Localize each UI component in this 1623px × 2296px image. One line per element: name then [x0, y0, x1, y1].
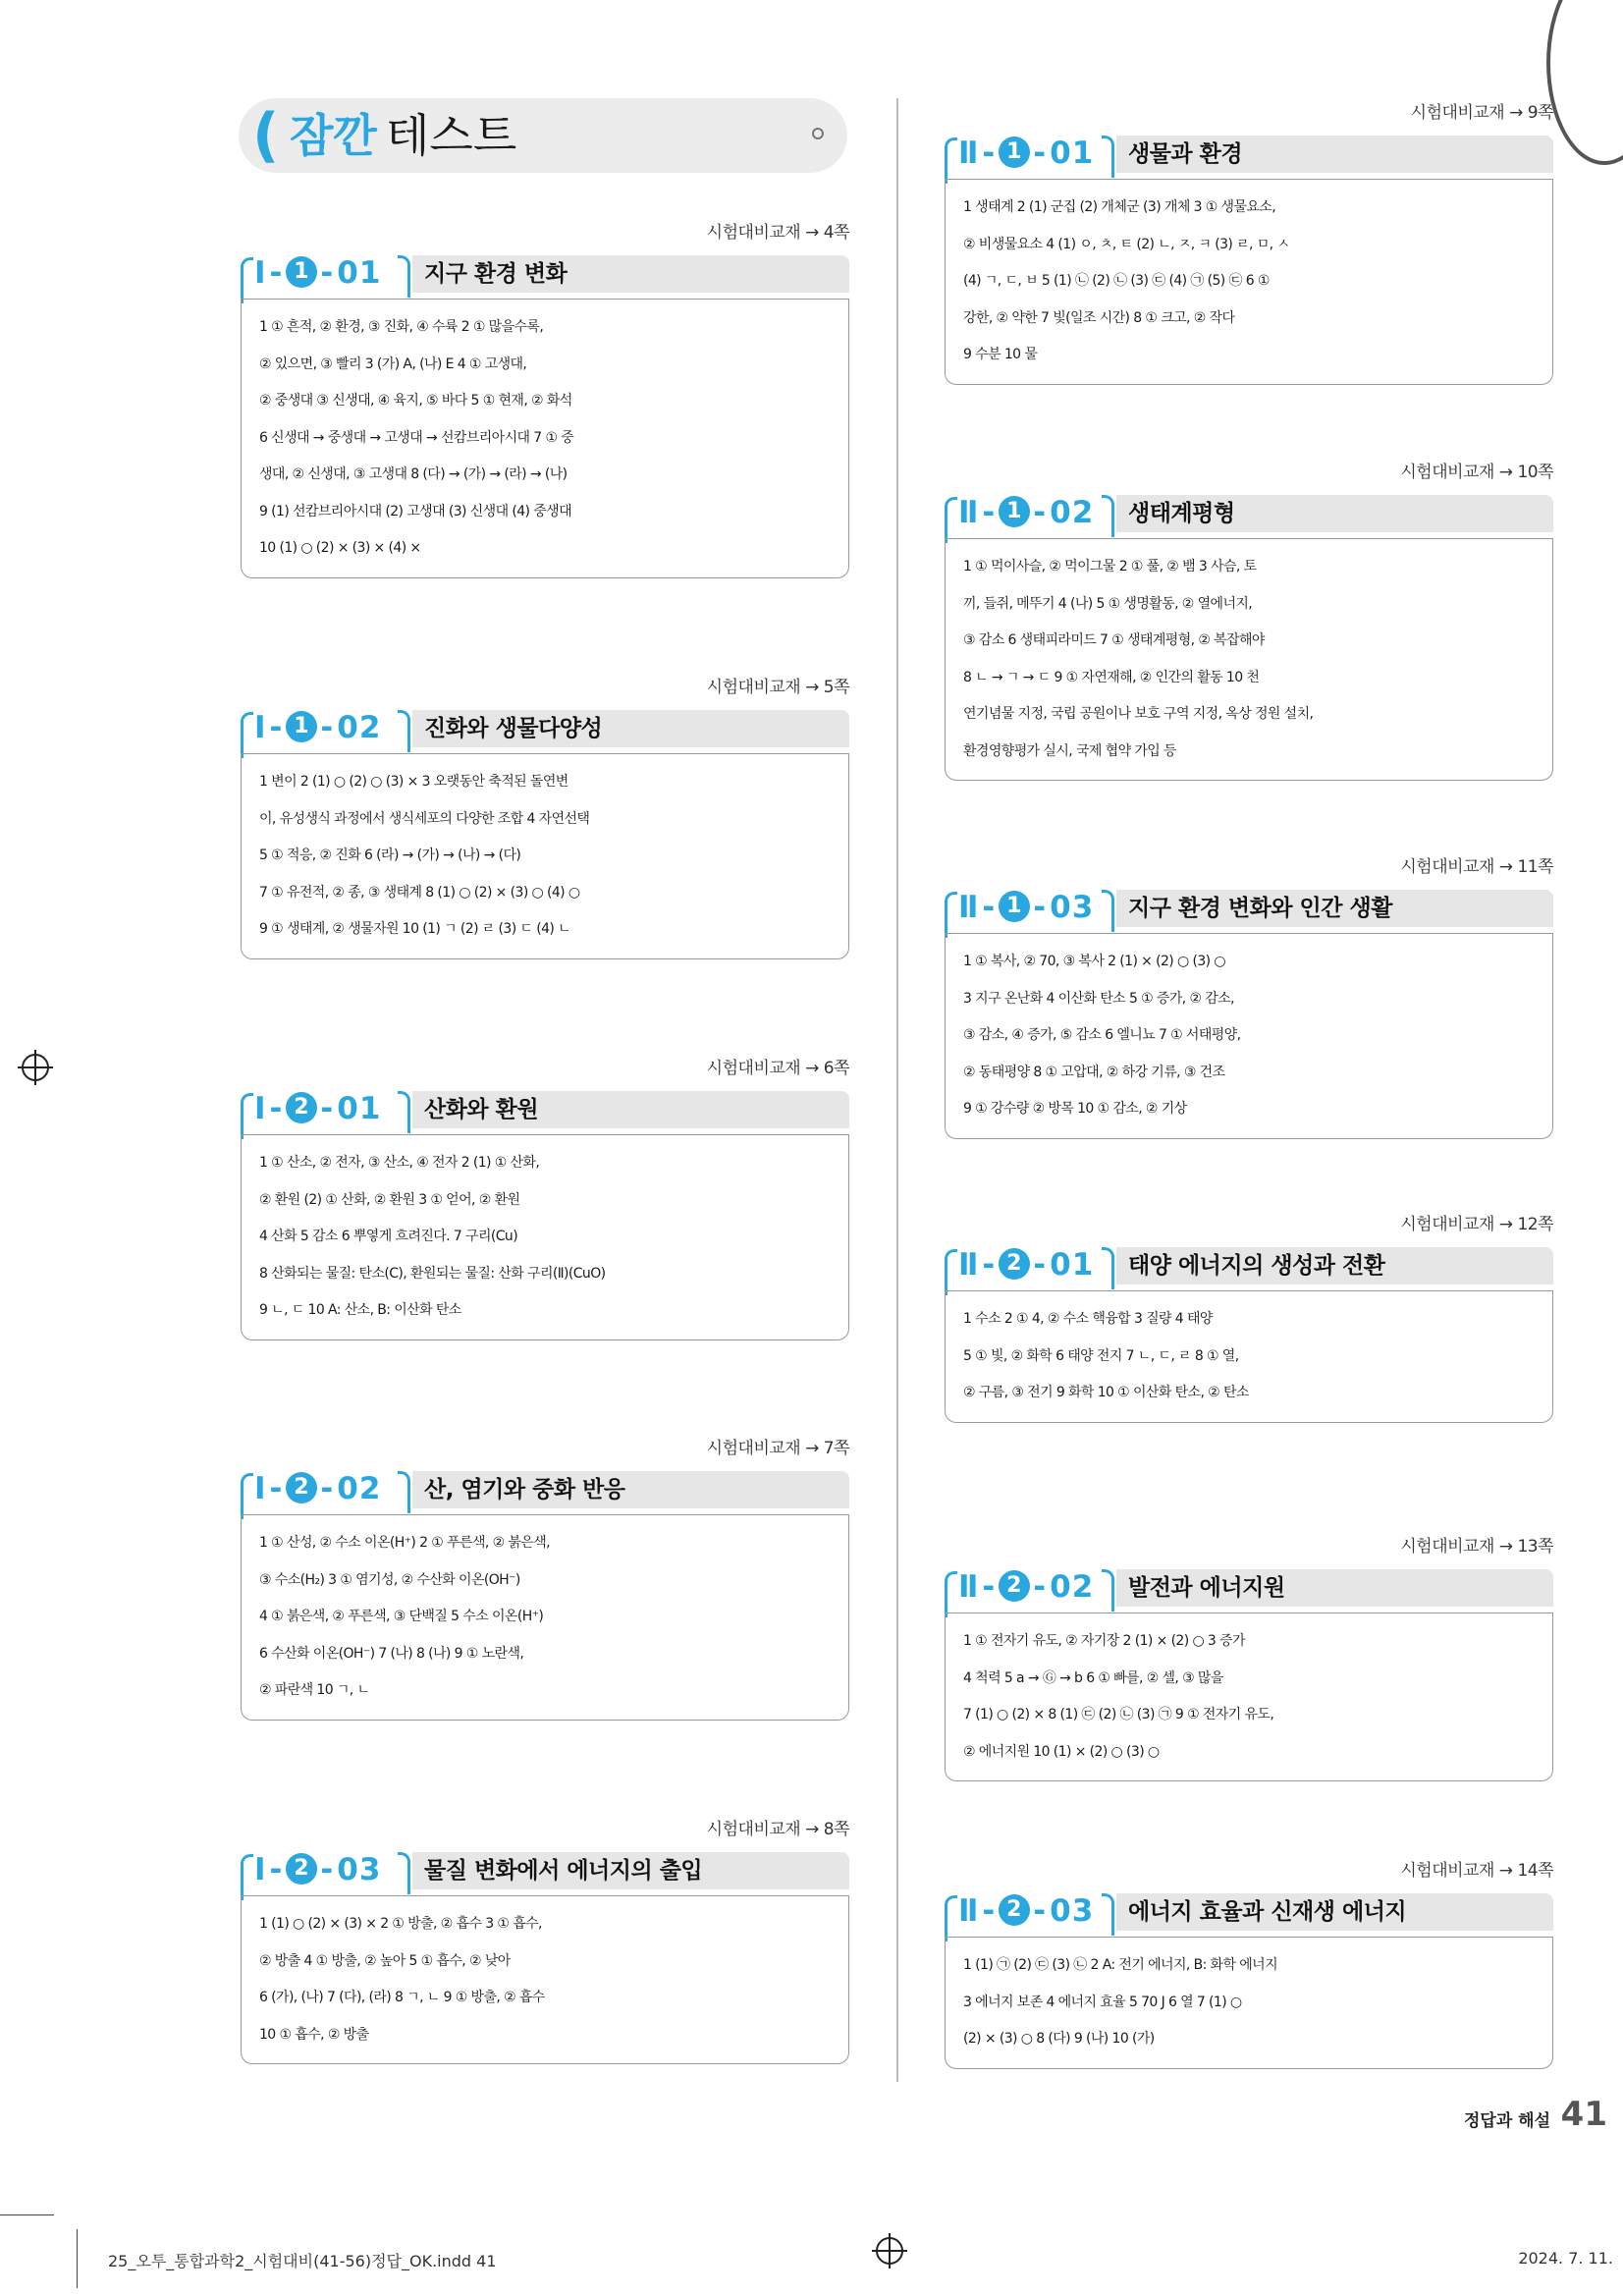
column-divider	[896, 98, 898, 2082]
section-number-badge: 2	[999, 1248, 1030, 1280]
answer-box	[241, 299, 849, 578]
dash: -	[1033, 136, 1048, 171]
dash: -	[320, 255, 335, 291]
dash: -	[982, 495, 997, 530]
section-title: 지구 환경 변화와 인간 생활	[1128, 896, 1392, 921]
reference-page: 시험대비교재 → 5쪽	[706, 678, 849, 697]
section-title: 물질 변화에서 에너지의 출입	[424, 1858, 703, 1884]
section-title-bar	[1116, 1247, 1553, 1285]
bracket-right-icon	[398, 1852, 410, 1894]
section-title: 진화와 생물다양성	[424, 716, 603, 741]
dash: -	[269, 1852, 284, 1887]
answer-box	[241, 1514, 849, 1721]
section-header	[241, 1846, 849, 1895]
answer-line: ② 있으면, ③ 빨리 3 (가) A, (나) E 4 ① 고생대,	[259, 355, 527, 372]
answer-box	[241, 753, 849, 959]
section-number-badge: 2	[286, 1853, 317, 1885]
section-sub: 03	[337, 1852, 382, 1887]
answer-line: (2) × (3) ○ 8 (다) 9 (나) 10 (가)	[963, 2031, 1155, 2047]
registration-mark-icon	[22, 1054, 49, 1081]
answer-line: 1 ① 먹이사슬, ② 먹이그물 2 ① 풀, ② 뱀 3 사슴, 토	[963, 559, 1257, 574]
answer-box	[241, 1895, 849, 2064]
section-title-bar	[412, 255, 849, 293]
section-roman: Ⅰ	[254, 1852, 267, 1887]
answer-line: 1 (1) ㉠ (2) ㉢ (3) ㉡ 2 A: 전기 에너지, B: 화학 에너지	[963, 1957, 1278, 1973]
reference-page: 시험대비교재 → 8쪽	[706, 1820, 849, 1839]
bracket-left-icon	[241, 1473, 253, 1519]
section-roman: Ⅱ	[958, 890, 980, 925]
answer-line: ② 비생물요소 4 (1) ㅇ, ㅊ, ㅌ (2) ㄴ, ㅈ, ㅋ (3) ㄹ, ㅁ, ㅅ	[963, 236, 1290, 252]
bracket-right-icon	[1102, 890, 1114, 932]
section-header	[241, 1085, 849, 1134]
answer-line: 강한, ② 약한 7 빛(일조 시간) 8 ① 크고, ② 작다	[963, 309, 1235, 326]
dash: -	[269, 255, 284, 291]
section-header	[945, 884, 1553, 933]
answer-line: ② 환원 (2) ① 산화, ② 환원 3 ① 얻어, ② 환원	[259, 1191, 520, 1208]
answer-line: 1 ① 산성, ② 수소 이온(H⁺) 2 ① 푸른색, ② 붉은색,	[259, 1535, 550, 1551]
dash: -	[1033, 1569, 1048, 1605]
section-sub: 01	[1050, 1247, 1095, 1283]
section-number-badge: 1	[286, 256, 317, 288]
section-title: 산화와 환원	[424, 1097, 539, 1122]
answer-line: 1 변이 2 (1) ○ (2) ○ (3) × 3 오랫동안 축적된 돌연변	[259, 774, 568, 790]
section-sub: 02	[337, 1471, 382, 1506]
dash: -	[269, 710, 284, 745]
section-title: 생물과 환경	[1128, 141, 1243, 167]
answer-line: ③ 감소, ④ 증가, ⑤ 감소 6 엘니뇨 7 ① 서태평양,	[963, 1027, 1241, 1043]
section-code	[254, 1846, 381, 1895]
section-roman: Ⅰ	[254, 710, 267, 745]
section-number-badge: 2	[286, 1472, 317, 1503]
answer-line: 9 ① 강수량 ② 방목 10 ① 감소, ② 기상	[963, 1101, 1187, 1117]
section-title: 태양 에너지의 생성과 전환	[1128, 1253, 1385, 1279]
reference-page: 시험대비교재 → 9쪽	[1410, 103, 1553, 123]
section-roman: Ⅰ	[254, 255, 267, 291]
dash: -	[1033, 1247, 1048, 1283]
section-number-badge: 1	[999, 891, 1030, 922]
bracket-right-icon	[1102, 1893, 1114, 1936]
section-code	[254, 704, 381, 753]
answer-line: 1 생태계 2 (1) 군집 (2) 개체군 (3) 개체 3 ① 생물요소,	[963, 199, 1276, 215]
section-code	[254, 1465, 381, 1514]
bracket-left-icon	[241, 1854, 253, 1900]
section-title-bar	[412, 1852, 849, 1889]
answer-line: 1 ① 산소, ② 전자, ③ 산소, ④ 전자 2 (1) ① 산화,	[259, 1155, 540, 1171]
footer-date: 2024. 7. 11.	[1518, 2249, 1613, 2268]
title-part2: 테스트	[386, 109, 517, 162]
answer-line: ② 파란색 10 ㄱ, ㄴ	[259, 1682, 370, 1698]
bracket-left-icon	[945, 892, 957, 938]
reference-page: 시험대비교재 → 4쪽	[706, 223, 849, 243]
answer-box	[945, 1613, 1553, 1781]
reference-page: 시험대비교재 → 6쪽	[706, 1059, 849, 1078]
answer-line: 10 (1) ○ (2) × (3) × (4) ×	[259, 540, 421, 556]
reference-page: 시험대비교재 → 13쪽	[1400, 1537, 1553, 1557]
dash: -	[982, 1247, 997, 1283]
section-roman: Ⅰ	[254, 1471, 267, 1506]
section-sub: 02	[1050, 495, 1095, 530]
reference-page: 시험대비교재 → 12쪽	[1400, 1215, 1553, 1234]
section-title-bar	[412, 1471, 849, 1508]
title-part1: 잠깐	[290, 109, 377, 162]
answer-line: 6 (가), (나) 7 (다), (라) 8 ㄱ, ㄴ 9 ① 방출, ② 흡수	[259, 1990, 545, 2005]
section-roman: Ⅱ	[958, 1893, 980, 1929]
answer-line: 9 ㄴ, ㄷ 10 A: 산소, B: 이산화 탄소	[259, 1302, 461, 1318]
answer-line: 1 수소 2 ① 4, ② 수소 핵융합 3 질량 4 태양	[963, 1311, 1213, 1327]
bracket-left-icon	[241, 712, 253, 758]
dash: -	[1033, 1893, 1048, 1929]
section-code	[958, 884, 1094, 933]
bracket-right-icon	[398, 255, 410, 298]
answer-line: ③ 감소 6 생태피라미드 7 ① 생태계평형, ② 복잡해야	[963, 632, 1265, 648]
answer-box	[945, 538, 1553, 781]
section-header	[945, 130, 1553, 179]
answer-line: 8 산화되는 물질: 탄소(C), 환원되는 물질: 산화 구리(Ⅱ)(CuO)	[259, 1265, 606, 1282]
answer-line: 1 ① 흔적, ② 환경, ③ 진화, ④ 수륙 2 ① 많을수록,	[259, 319, 544, 335]
reference-page: 시험대비교재 → 7쪽	[706, 1439, 849, 1458]
bracket-right-icon	[398, 1091, 410, 1133]
section-number-badge: 2	[999, 1570, 1030, 1602]
answer-line: 7 (1) ○ (2) × 8 (1) ㉢ (2) ㉡ (3) ㉠ 9 ① 전자기 유도,	[963, 1707, 1274, 1722]
answer-line: 4 산화 5 감소 6 뿌옇게 흐려진다. 7 구리(Cu)	[259, 1229, 518, 1244]
answer-box	[945, 933, 1553, 1139]
answer-box	[945, 179, 1553, 385]
section-number-badge: 1	[999, 137, 1030, 168]
section-code	[254, 249, 381, 299]
bracket-right-icon	[1102, 495, 1114, 537]
dash: -	[320, 1091, 335, 1126]
title-bracket-icon: (	[252, 101, 280, 170]
section-title-bar	[1116, 495, 1553, 532]
dash: -	[269, 1091, 284, 1126]
answer-line: ② 동태평양 8 ① 고압대, ② 하강 기류, ③ 건조	[963, 1064, 1225, 1080]
dash: -	[320, 1471, 335, 1506]
section-title-bar	[1116, 890, 1553, 927]
section-sub: 01	[337, 1091, 382, 1126]
section-code	[958, 1241, 1094, 1290]
section-sub: 03	[1050, 890, 1095, 925]
bracket-left-icon	[945, 1571, 957, 1617]
section-number-badge: 1	[286, 711, 317, 742]
section-title: 생태계평형	[1128, 501, 1235, 526]
section-sub: 01	[1050, 136, 1095, 171]
section-roman: Ⅱ	[958, 495, 980, 530]
section-header	[945, 1563, 1553, 1613]
answer-line: (4) ㄱ, ㄷ, ㅂ 5 (1) ㉡ (2) ㉡ (3) ㉢ (4) ㉠ (5) ㉢ 6 ①	[963, 273, 1270, 289]
answer-line: 1 ① 복사, ② 70, ③ 복사 2 (1) × (2) ○ (3) ○	[963, 954, 1225, 969]
dash: -	[320, 710, 335, 745]
answer-line: ② 구름, ③ 전기 9 화학 10 ① 이산화 탄소, ② 탄소	[963, 1385, 1249, 1400]
section-code	[254, 1085, 381, 1134]
answer-line: 생대, ② 신생대, ③ 고생대 8 (다) → (가) → (라) → (나)	[259, 466, 568, 482]
bracket-left-icon	[945, 497, 957, 543]
reference-page: 시험대비교재 → 10쪽	[1400, 463, 1553, 482]
section-code	[958, 489, 1094, 538]
answer-line: ② 방출 4 ① 방출, ② 높아 5 ① 흡수, ② 낮아	[259, 1952, 511, 1969]
answer-line: 3 에너지 보존 4 에너지 효율 5 70 J 6 열 7 (1) ○	[963, 1994, 1242, 2010]
section-sub: 02	[337, 710, 382, 745]
section-header	[945, 1241, 1553, 1290]
answer-line: 1 ① 전자기 유도, ② 자기장 2 (1) × (2) ○ 3 증가	[963, 1633, 1245, 1649]
answer-line: 10 ① 흡수, ② 방출	[259, 2026, 369, 2043]
bracket-left-icon	[945, 1249, 957, 1295]
section-code	[958, 1563, 1094, 1613]
bracket-right-icon	[398, 710, 410, 752]
section-roman: Ⅰ	[254, 1091, 267, 1126]
section-roman: Ⅱ	[958, 1569, 980, 1605]
section-header	[945, 489, 1553, 538]
section-title: 지구 환경 변화	[424, 261, 568, 287]
bracket-right-icon	[1102, 1247, 1114, 1289]
bracket-right-icon	[1102, 1569, 1114, 1612]
dash: -	[982, 890, 997, 925]
answer-line: 4 척력 5 a → Ⓖ → b 6 ① 빠를, ② 셀, ③ 많을	[963, 1669, 1223, 1686]
bracket-right-icon	[1102, 136, 1114, 178]
section-title-bar	[412, 1091, 849, 1128]
answer-line: 7 ① 유전적, ② 종, ③ 생태계 8 (1) ○ (2) × (3) ○ (4) ○	[259, 884, 580, 901]
dash: -	[1033, 495, 1048, 530]
corner-tab-decoration	[1546, 0, 1623, 165]
section-code	[958, 130, 1094, 179]
section-title-bar	[412, 710, 849, 747]
section-number-badge: 1	[999, 496, 1030, 527]
section-header	[241, 1465, 849, 1514]
answer-line: 1 (1) ○ (2) × (3) × 2 ① 방출, ② 흡수 3 ① 흡수,	[259, 1916, 542, 1932]
answer-line: 5 ① 적응, ② 진화 6 (라) → (가) → (나) → (다)	[259, 847, 521, 863]
answer-line: 환경영향평가 실시, 국제 협약 가입 등	[963, 742, 1176, 759]
answer-box	[945, 1937, 1553, 2069]
section-sub: 03	[1050, 1893, 1095, 1929]
answer-line: 3 지구 온난화 4 이산화 탄소 5 ① 증가, ② 감소,	[963, 990, 1234, 1007]
footer-label: 정답과 해설	[1463, 2111, 1550, 2131]
answer-line: 이, 유성생식 과정에서 생식세포의 다양한 조합 4 자연선택	[259, 810, 590, 827]
reference-page: 시험대비교재 → 14쪽	[1400, 1861, 1553, 1881]
dash: -	[1033, 890, 1048, 925]
section-title: 에너지 효율과 신재생 에너지	[1128, 1899, 1407, 1925]
answer-line: 4 ① 붉은색, ② 푸른색, ③ 단백질 5 수소 이온(H⁺)	[259, 1609, 544, 1624]
answer-line: 5 ① 빛, ② 화학 6 태양 전지 7 ㄴ, ㄷ, ㄹ 8 ① 열,	[963, 1347, 1239, 1364]
section-title: 발전과 에너지원	[1128, 1575, 1285, 1601]
answer-box	[241, 1134, 849, 1340]
section-sub: 02	[1050, 1569, 1095, 1605]
section-sub: 01	[337, 255, 382, 291]
section-title: 산, 염기와 중화 반응	[424, 1477, 625, 1503]
answer-box	[945, 1290, 1553, 1423]
section-title-bar	[1116, 1893, 1553, 1931]
dash: -	[982, 1893, 997, 1929]
reference-page: 시험대비교재 → 11쪽	[1400, 857, 1553, 877]
section-roman: Ⅱ	[958, 1247, 980, 1283]
answer-line: 6 신생대 → 중생대 → 고생대 → 선캄브리아시대 7 ① 중	[259, 429, 574, 446]
answer-line: ② 에너지원 10 (1) × (2) ○ (3) ○	[963, 1743, 1160, 1760]
dash: -	[982, 136, 997, 171]
bracket-left-icon	[945, 137, 957, 184]
section-roman: Ⅱ	[958, 136, 980, 171]
circle-icon	[812, 128, 824, 139]
answer-line: 9 수분 10 물	[963, 347, 1038, 362]
crop-mark	[0, 2214, 54, 2215]
answer-line: 9 ① 생태계, ② 생물자원 10 (1) ㄱ (2) ㄹ (3) ㄷ (4) ㄴ	[259, 921, 571, 937]
section-title-bar	[1116, 1569, 1553, 1607]
answer-line: ③ 수소(H₂) 3 ① 염기성, ② 수산화 이온(OH⁻)	[259, 1571, 520, 1588]
footer-filename: 25_오투_통합과학2_시험대비(41-56)정답_OK.indd 41	[108, 2252, 497, 2270]
section-number-badge: 2	[286, 1092, 317, 1123]
answer-line: 9 (1) 선캄브리아시대 (2) 고생대 (3) 신생대 (4) 중생대	[259, 503, 572, 519]
answer-line: ② 중생대 ③ 신생대, ④ 육지, ⑤ 바다 5 ① 현재, ② 화석	[259, 393, 572, 409]
answer-line: 6 수산화 이온(OH⁻) 7 (나) 8 (나) 9 ① 노란색,	[259, 1645, 524, 1662]
crop-mark	[77, 2229, 78, 2288]
answer-line: 8 ㄴ → ㄱ → ㄷ 9 ① 자연재해, ② 인간의 활동 10 천	[963, 669, 1260, 685]
dash: -	[982, 1569, 997, 1605]
dash: -	[320, 1852, 335, 1887]
dash: -	[269, 1471, 284, 1506]
section-header	[241, 249, 849, 299]
bracket-left-icon	[241, 257, 253, 303]
answer-line: 연기념물 지정, 국립 공원이나 보호 구역 지정, 옥상 정원 설치,	[963, 706, 1314, 722]
answer-line: 끼, 들쥐, 메뚜기 4 (나) 5 ① 생명활동, ② 열에너지,	[963, 595, 1253, 612]
bracket-right-icon	[398, 1471, 410, 1513]
bracket-left-icon	[241, 1093, 253, 1139]
page-title-banner	[239, 98, 847, 173]
section-title-bar	[1116, 136, 1553, 173]
section-header	[241, 704, 849, 753]
section-number-badge: 2	[999, 1894, 1030, 1926]
section-header	[945, 1887, 1553, 1937]
page-number: 41	[1560, 2095, 1607, 2134]
registration-mark-icon	[876, 2237, 903, 2265]
bracket-left-icon	[945, 1895, 957, 1941]
section-code	[958, 1887, 1094, 1937]
